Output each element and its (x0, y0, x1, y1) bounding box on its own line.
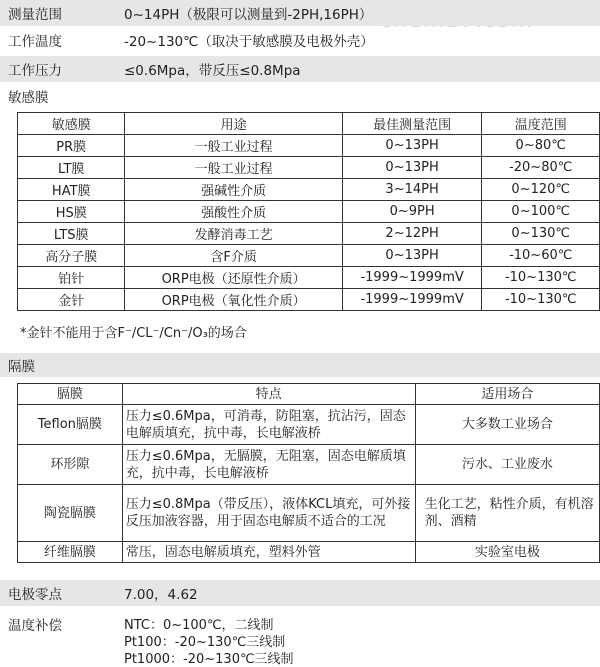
table-cell: 0~13PH (342, 157, 482, 179)
header-cell: 特点 (122, 384, 415, 405)
table-cell: 强酸性介质 (125, 201, 342, 223)
table-cell: PR膜 (18, 135, 125, 157)
table-cell: 实验室电极 (415, 542, 599, 563)
sensitive-membrane-table (17, 112, 600, 311)
table-row (18, 542, 600, 563)
table-cell: 2~12PH (342, 223, 482, 245)
table-row (18, 157, 600, 179)
table-cell: 发酵消毒工艺 (125, 223, 342, 245)
table-cell: 铂针 (18, 267, 125, 289)
temp-comp-line: NTC：0~100℃，二线制 (124, 618, 274, 633)
table-cell: 一般工业过程 (125, 135, 342, 157)
header-cell: 敏感膜 (18, 113, 125, 135)
table-cell: 生化工艺，粘性介质，有机溶剂、酒精 (415, 485, 599, 542)
table-cell: 0~9PH (342, 201, 482, 223)
table-cell: 压力≤0.8Mpa（带反压），液体KCL填充，可外接反压加液容器，用于固态电解质不适合的工况 (122, 485, 415, 542)
table-cell: HAT膜 (18, 179, 125, 201)
table-cell: 0~80℃ (482, 135, 600, 157)
table-cell: ORP电极（还原性介质） (125, 267, 342, 289)
header-cell: 用途 (125, 113, 342, 135)
header-cell: 膈膜 (18, 384, 123, 405)
table-cell: 含F介质 (125, 245, 342, 267)
table-cell: 压力≤0.6Mpa，可消毒，防阻塞，抗沾污，固态电解质填充，抗中毒，长电解液桥 (122, 405, 415, 445)
temp-comp-line: Pt100：-20~130℃三线制 (124, 635, 286, 650)
spec-value: ≤0.6Mpa，带反压≤0.8Mpa (124, 63, 301, 79)
table-cell: 一般工业过程 (125, 157, 342, 179)
table-header-row (18, 113, 600, 135)
section-sensitive-membrane (0, 84, 600, 108)
diaphragm-table (17, 383, 600, 563)
table-cell: HS膜 (18, 201, 125, 223)
temp-comp-label: 温度补偿 (8, 618, 62, 634)
section-title: 隔膜 (8, 359, 35, 375)
table-row (18, 201, 600, 223)
table-cell: 0~13PH (342, 135, 482, 157)
table-cell: Teflon膈膜 (18, 405, 123, 445)
table-cell: 0~130℃ (482, 223, 600, 245)
table-cell: -10~130℃ (482, 289, 600, 311)
spec-label: 测量范围 (8, 7, 62, 23)
table-cell: -1999~1999mV (342, 267, 482, 289)
table-cell: 高分子膜 (18, 245, 125, 267)
table-cell: ORP电极（氧化性介质） (125, 289, 342, 311)
table-cell: -1999~1999mV (342, 289, 482, 311)
table-cell: 0~100℃ (482, 201, 600, 223)
table-row (18, 135, 600, 157)
table-header-row (18, 384, 600, 405)
table-row (18, 289, 600, 311)
spec-label: 工作温度 (8, 34, 62, 50)
section-diaphragm (0, 353, 600, 377)
spec-label: 工作压力 (8, 63, 62, 79)
table-cell: 常压，固态电解质填充，塑料外管 (122, 542, 415, 563)
table-row (18, 179, 600, 201)
table-row (18, 223, 600, 245)
spec-label: 电极零点 (8, 587, 62, 603)
table-cell: LT膜 (18, 157, 125, 179)
table-cell: 金针 (18, 289, 125, 311)
table-cell: LTS膜 (18, 223, 125, 245)
table-cell: 陶瓷膈膜 (18, 485, 123, 542)
spec-row-zero-point (0, 580, 600, 606)
table-cell: 0~13PH (342, 245, 482, 267)
header-cell: 适用场合 (415, 384, 599, 405)
header-cell: 温度范围 (482, 113, 600, 135)
table-cell: 0~120℃ (482, 179, 600, 201)
table-cell: 污水、工业废水 (415, 445, 599, 485)
table-cell: -20~80℃ (482, 157, 600, 179)
table-cell: -10~130℃ (482, 267, 600, 289)
table-row (18, 405, 600, 445)
spec-row-range (0, 0, 600, 26)
spec-row-temperature (0, 27, 600, 53)
table-cell: 强碱性介质 (125, 179, 342, 201)
header-cell: 最佳测量范围 (342, 113, 482, 135)
table-cell: 纤维膈膜 (18, 542, 123, 563)
spec-value: -20~130℃（取决于敏感膜及电极外壳） (124, 34, 374, 50)
table-row (18, 485, 600, 542)
table-cell: 大多数工业场合 (415, 405, 599, 445)
spec-value: 0~14PH（极限可以测量到-2PH,16PH） (124, 7, 373, 23)
table-cell: -10~60℃ (482, 245, 600, 267)
table-cell: 3~14PH (342, 179, 482, 201)
table-cell: 压力≤0.6Mpa，无膈膜，无阻塞，固态电解质填充，抗中毒，长电解液桥 (122, 445, 415, 485)
gold-pin-note: *金针不能用于含F⁻/CL⁻/Cn⁻/O₃的场合 (20, 326, 247, 341)
table-cell: 环形隙 (18, 445, 123, 485)
table-row (18, 267, 600, 289)
table-row (18, 245, 600, 267)
section-title: 敏感膜 (8, 90, 49, 106)
spec-value: 7.00，4.62 (124, 587, 198, 603)
spec-row-pressure (0, 56, 600, 82)
temp-comp-line: Pt1000：-20~130℃三线制 (124, 652, 294, 667)
table-row (18, 445, 600, 485)
